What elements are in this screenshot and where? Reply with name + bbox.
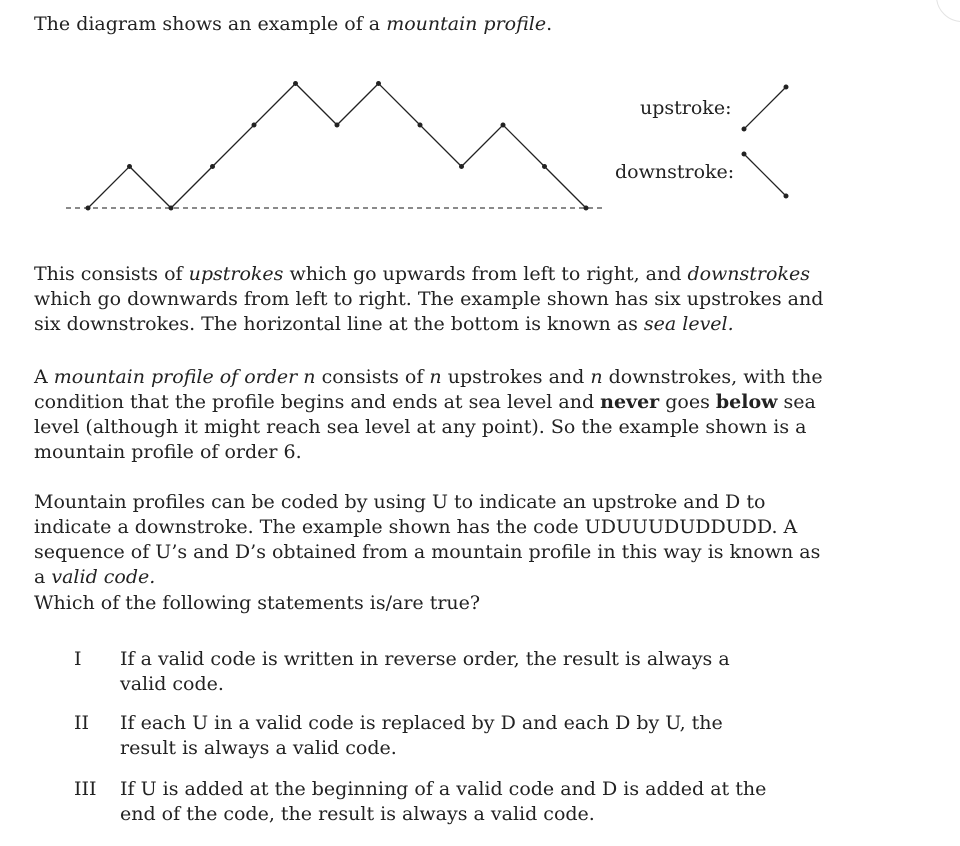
- downstroke-2: [130, 167, 172, 209]
- statement-3-text: If U is added at the beginning of a valid code and D is added at the end of the code, the result is always a valid code.: [120, 778, 767, 825]
- profile-vertex-5: [293, 81, 298, 86]
- para2-text-3: upstrokes and: [441, 366, 591, 388]
- para2-n-1: n: [303, 366, 316, 388]
- profile-vertex-8: [418, 123, 423, 128]
- para2-n-2: n: [429, 366, 442, 388]
- downstroke-6: [296, 84, 338, 126]
- question-text: Which of the following statements is/are true?: [34, 592, 481, 614]
- downstroke-8: [379, 84, 421, 126]
- profile-vertex-3: [210, 164, 215, 169]
- mountain-profile-diagram: [0, 0, 960, 230]
- para1-sea-level-term: sea level.: [643, 313, 734, 335]
- legend-upstroke-dot-end: [784, 85, 789, 90]
- upstroke-1: [88, 167, 130, 209]
- para2-text-5: goes: [659, 391, 716, 413]
- profile-vertex-9: [459, 164, 464, 169]
- para2-never: never: [600, 391, 660, 413]
- statement-2-text: If each U in a valid code is replaced by D and each D by U, the result is always a valid code.: [120, 712, 723, 759]
- para1-text-2: which go upwards from left to right, and: [283, 263, 688, 285]
- downstroke-label: downstroke:: [615, 161, 735, 183]
- downstroke-12: [545, 167, 587, 209]
- para2-text-1: A: [34, 366, 54, 388]
- statement-1-number: I: [74, 648, 82, 670]
- para1-text-3: which go downwards from left to right. The example shown has six upstrokes and six downstrokes. The horizontal line at the bottom is known as: [34, 288, 824, 335]
- legend-downstroke-line: [744, 154, 786, 196]
- profile-vertex-12: [584, 206, 589, 211]
- para1-downstrokes-term: downstrokes: [687, 263, 810, 285]
- statement-2-number: II: [74, 712, 90, 734]
- downstroke-9: [420, 125, 462, 167]
- legend-downstroke-dot-end: [784, 194, 789, 199]
- statement-1: [74, 647, 774, 697]
- profile-vertex-7: [376, 81, 381, 86]
- para2-text-4: downstrokes, with the condition that the profile begins and ends at sea level and: [34, 366, 823, 413]
- paragraph-coding: [34, 490, 834, 590]
- intro-prefix: The diagram shows an example of a: [34, 13, 387, 35]
- intro-suffix: .: [546, 13, 553, 35]
- statement-3-number: III: [74, 778, 97, 800]
- profile-vertex-6: [335, 123, 340, 128]
- profile-strokes: [86, 81, 589, 211]
- legend-upstroke-line: [744, 87, 786, 129]
- para1-text-1: This consists of: [34, 263, 189, 285]
- profile-vertex-4: [252, 123, 257, 128]
- para1-upstrokes-term: upstrokes: [188, 263, 284, 285]
- upstroke-label: upstroke:: [640, 97, 732, 119]
- para2-text-2: consists of: [315, 366, 430, 388]
- paragraph-order: [34, 365, 834, 465]
- statement-2: [74, 711, 774, 761]
- profile-vertex-10: [501, 123, 506, 128]
- para2-term: mountain profile of order: [53, 366, 304, 388]
- para3-text-1: Mountain profiles can be coded by using U to indicate an upstroke and D to indicate a downstroke. The example shown has the code UDUUUDUDDUDD. A sequence of U’s and D’s obtained from a mountain profile in this way is known as a: [34, 491, 821, 588]
- legend-upstroke-dot-start: [742, 127, 747, 132]
- legend-downstroke-dot-start: [742, 152, 747, 157]
- para2-below: below: [715, 391, 778, 413]
- para3-valid-code-term: valid code.: [51, 566, 156, 588]
- profile-vertex-1: [127, 164, 132, 169]
- statement-3: [74, 777, 774, 827]
- upstroke-5: [254, 84, 296, 126]
- upstroke-10: [462, 125, 504, 167]
- profile-vertex-0: [86, 206, 91, 211]
- upstroke-7: [337, 84, 379, 126]
- profile-vertex-2: [169, 206, 174, 211]
- paragraph-strokes: [34, 262, 834, 337]
- profile-vertex-11: [542, 164, 547, 169]
- para2-n-3: n: [590, 366, 603, 388]
- downstroke-11: [503, 125, 545, 167]
- upstroke-4: [213, 125, 255, 167]
- para2-text-6: sea level (although it might reach sea level at any point). So the example shown is a mountain profile of order 6.: [34, 391, 816, 463]
- intro-term: mountain profile: [386, 13, 547, 35]
- upstroke-3: [171, 167, 213, 209]
- statement-1-text: If a valid code is written in reverse order, the result is always a valid code.: [120, 648, 730, 695]
